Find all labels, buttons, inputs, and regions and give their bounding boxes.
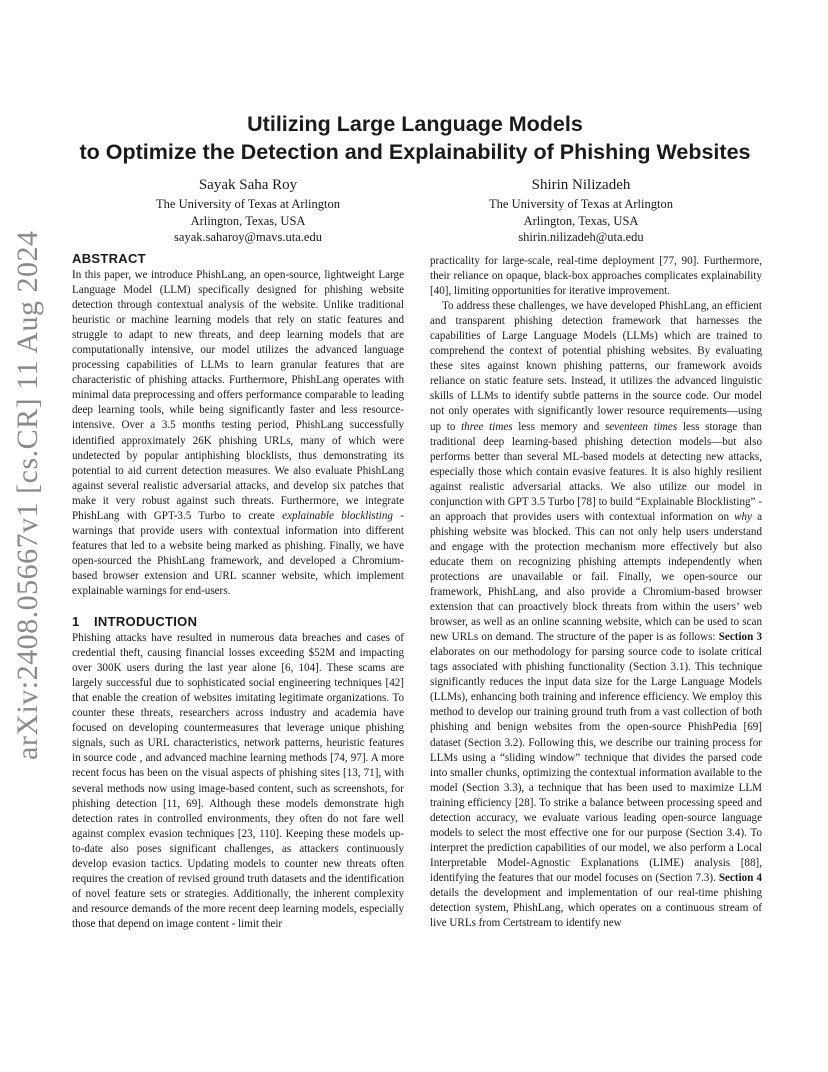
- emphasis-text: seventeen times: [604, 420, 678, 433]
- introduction-heading: [72, 613, 404, 631]
- section-reference: Section 3: [718, 631, 762, 644]
- right-column: [430, 254, 762, 931]
- author-location: Arlington, Texas, USA: [190, 213, 306, 228]
- author-block-1: [98, 175, 398, 246]
- title-line-1: Utilizing Large Language Models: [247, 112, 583, 136]
- author-block-2: [431, 175, 731, 246]
- author-location: Arlington, Texas, USA: [523, 213, 639, 228]
- author-affiliation: The University of Texas at Arlington: [156, 197, 340, 211]
- paragraph-text: a phishing website was blocked. This can not only help users understand and engage with the protection mechanism more effectively but also educate them on recognizing phishing attempts independently when protections are unavailable or fail. Finally, we open-source our framework, PhishLang, and also provide a Chromium-based browser extension that can proactively block threats from within the users’ web browser, as well as an online scanning website, which can be used to scan new URLs on demand. The structure of the paper is as follows:: [430, 510, 762, 644]
- emphasis-text: why: [734, 510, 752, 523]
- section-reference: Section 4: [718, 871, 762, 884]
- author-name: Shirin Nilizadeh: [531, 177, 631, 193]
- paragraph-text: To address these challenges, we have developed PhishLang, an efficient and transparent phishing detection framework that harnesses the capabilities of Large Language Models (LLMs) which are trained to comprehend the context of potential phishing websites. By evaluating these sites against known phishing patterns, our framework avoids reliance on static feature sets. Instead, it utilizes the advanced linguistic skills of LLMs to identify subtle patterns in the source code. Our model not only operates with significantly lower resource requirements—using up to: [430, 300, 762, 433]
- paragraph-text: less storage than traditional deep learning-based phishing detection models—but also performs better than several ML-based models at detecting new attacks, especially those which contain evasive features. It is also highly resilient against realistic adversarial attacks. We also utilize our model in conjunction with GPT 3.5 Turbo [78] to build “Explainable Blocklisting” - an approach that provides users with contextual information on: [430, 420, 762, 523]
- emphasis-text: three times: [461, 420, 513, 433]
- author-affiliation: The University of Texas at Arlington: [489, 197, 673, 211]
- intro-paragraph-2: [430, 299, 762, 931]
- paragraph-text: elaborates on our methodology for parsing source code to isolate critical tags associated with phishing functionality (Section 3.1). This technique significantly reduces the input data size for the Large Language Models (LLMs), enhancing both training and inference efficiency. We employ this method to develop our training ground truth from a vast collection of both phishing and benign websites from the open-source PhishPedia [69] dataset (Section 3.2). Following this, we describe our training process for LLMs using a “sliding window” technique that divides the parsed code into smaller chunks, optimizing the contextual information available to the model (Section 3.3), a technique that has been used to maximize LLM training efficiency [28]. To strike a balance between processing speed and detection accuracy, we evaluate various leading open-source language models to select the most effective one for our purpose (Section 3.4). To interpret the prediction capabilities of our model, we also perform a Local Interpretable Model-Agnostic Explanations (LIME) analysis [88], identifying the features that our model focuses on (Section 7.3).: [430, 646, 762, 884]
- author-name: Sayak Saha Roy: [198, 177, 298, 193]
- left-column: [72, 250, 404, 932]
- paper-title: [60, 110, 770, 166]
- abstract-emphasis: explainable blocklisting: [282, 509, 393, 522]
- title-line-2: to Optimize the Detection and Explainability of Phishing Websites: [79, 140, 751, 164]
- abstract-heading: ABSTRACT: [72, 251, 146, 266]
- paragraph-text: details the development and implementation of our real-time phishing detection system, PhishLang, which operates on a continuous stream of live URLs from Certstream to identify new: [430, 886, 762, 930]
- section-number: 1: [72, 614, 80, 630]
- arxiv-identifier: arXiv:2408.05667v1 [cs.CR] 11 Aug 2024: [11, 230, 44, 760]
- intro-paragraph-1-continued: practicality for large-scale, real-time deployment [77, 90]. Furthermore, their reliance on opaque, black-box approaches complicates explainability [40], limiting opportunities for iterative improvement.: [430, 255, 762, 298]
- abstract-text-end: - warnings that provide users with contextual information into different features that led to a website being marked as phishing. Finally, we have open-sourced the PhishLang framework, and developed a Chromium-based browser extension and URL scanner website, which implement explainable warnings for end-users.: [72, 509, 404, 597]
- author-email: sayak.saharoy@mavs.uta.edu: [174, 230, 322, 244]
- author-email: shirin.nilizadeh@uta.edu: [518, 230, 644, 244]
- abstract-body: [72, 268, 404, 599]
- section-title: INTRODUCTION: [94, 614, 198, 630]
- abstract-text: In this paper, we introduce PhishLang, an open-source, lightweight Large Language Model (LLM) specifically designed for phishing website detection through contextual analysis of the website. Unlike traditional heuristic or machine learning models that rely on static features and struggle to adapt to new threats, and deep learning models that are computationally intensive, our model utilizes the advanced language processing capabilities of LLMs to learn granular features that are characteristic of phishing attacks. Furthermore, PhishLang operates with minimal data preprocessing and offers performance comparable to leading deep learning tools, while being significantly faster and less resource-intensive. Over a 3.5 months testing period, PhishLang successfully identified approximately 26K phishing URLs, many of which were undetected by popular antiphishing blocklists, thus demonstrating its potential to aid current detection measures. We also evaluate PhishLang against several realistic adversarial attacks, and develop six patches that make it very robust against such threats. Furthermore, we integrate PhishLang with GPT-3.5 Turbo to create: [72, 269, 404, 522]
- paragraph-text: less memory and: [512, 420, 605, 433]
- intro-paragraph-1: Phishing attacks have resulted in numerous data breaches and cases of credential theft, causing financial losses exceeding $52M and impacting over 300K users during the last year alone [6, 104]. These scams are largely successful due to sophisticated social engineering techniques [42] that enable the creation of websites imitating legitimate organizations. To counter these threats, researchers across industry and academia have focused on developing countermeasures that leverage unique phishing signals, such as URL characteristics, network patterns, heuristic features in source code , and advanced machine learning methods [74, 97]. A more recent focus has been on the visual aspects of phishing sites [13, 71], with several methods now using image-based content, such as screenshots, for phishing detection [11, 69]. Although these models demonstrate high detection rates in controlled environments, they often do not fare well against complex evasion techniques [23, 110]. Keeping these models up-to-date also poses significant challenges, as attackers continuously develop evasion tactics. Updating models to counter new threats often requires the creation of revised ground truth datasets and the identification of novel feature sets or strategies. Additionally, the inherent complexity and resource demands of the more recent deep learning models, especially those that depend on image content - limit their: [72, 632, 404, 930]
